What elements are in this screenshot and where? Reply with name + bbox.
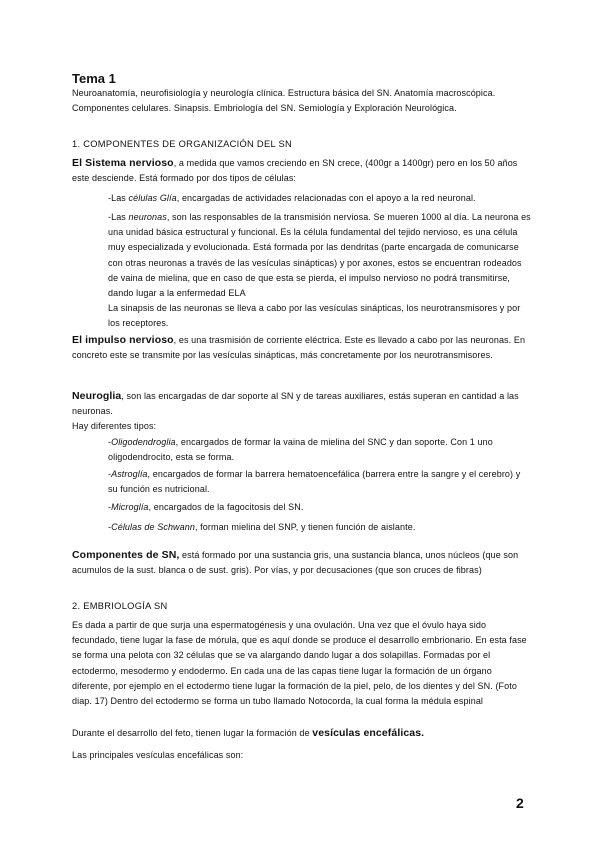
section-heading-embriologia: 2. EMBRIOLOGÍA SN (72, 601, 168, 611)
term-sistema-nervioso: El Sistema nervioso (72, 157, 174, 169)
term-componentes-sn: Componentes de SN, (72, 549, 180, 561)
term-vesiculas-encefalicas: vesículas encefálicas. (312, 727, 425, 739)
neuroglia-intro: Hay diferentes tipos: (72, 421, 157, 431)
topic-subtitle: Neuroanatomía, neurofisiología y neurología clínica. Estructura básica del SN. Anatomía macroscópica. Componentes celulares. Sinapsis. Embriología del SN. Semiología y Exploración Neurológica. (72, 88, 496, 113)
topic-title: Tema 1 (72, 71, 116, 86)
sistema-nervioso-text: , a medida que vamos creciendo en SN crece, (400gr a 1400gr) pero en los 50 años este desciende. Está formado por dos tipos de células: (72, 158, 518, 183)
paragraph-impulso-nervioso: El impulso nervioso, es una trasmisión de corriente eléctrica. Este es llevado a cabo por las neuronas. En concreto este se transmite por las vesículas sinápticas, más concretamente por los neurotransmisores. (72, 334, 526, 360)
paragraph-vesiculas: Durante el desarrollo del feto, tienen lugar la formación de vesículas encefálicas. (72, 727, 425, 739)
page-number: 2 (516, 795, 524, 811)
list-item-schwann: -Células de Schwann, forman mielina del SNP, y tienen función de aislante. (108, 522, 416, 532)
term-celulas-glia: células Glía (128, 193, 177, 203)
list-item-oligodendroglia: -Oligodendroglia, encargados de formar la vaina de mielina del SNC y dan soporte. Con 1 uno oligodendrocito, esta se forma. (108, 437, 493, 462)
term-celulas-schwann: Células de Schwann (111, 522, 195, 532)
list-item-glia: -Las células Glía, encargadas de actividades relacionadas con el apoyo a la red neuronal. (108, 193, 476, 203)
term-oligodendroglia: Oligodendroglia (111, 437, 176, 447)
list-item-neuronas: -Las neuronas, son las responsables de la transmisión nerviosa. Se mueren 1000 al día. La neurona es una unidad básica estructural y funcional. Es la célula fundamental del tejido nervioso, es una célula muy especializada y evolucionada. Está formada por las dendritas (parte encargada de comunicarse con otras neuronas a través de las vesículas sinápticas) y por axones, estos se encuentran rodeados de vaina de mielina, que en caso de que esta se pierda, el impulso nervioso no podrá transmitirse, dando lugar a la enfermedad ELA La sinapsis de las neuronas se lleva a cabo por las vesículas sinápticas, los neurotransmisores y por los receptores. (108, 210, 532, 332)
paragraph-neuroglia: Neuroglia, son las encargadas de dar soporte al SN y de tareas auxiliares, estás superan en cantidad a las neuronas. Hay diferentes tipos: (72, 389, 532, 434)
paragraph-embriologia: Es dada a partir de que surja una espermatogénesis y una ovulación. Una vez que el óvulo haya sido fecundado, tiene lugar la fase de mórula, que es aquí donde se produce el desarrollo embrionario. En esta fase se forma una pelota con 32 células que se va alargando dando lugar a dos solapillas. Formadas por el ectodermo, mesodermo y endodermo. En cada una de las capas tiene lugar la formación de un órgano diferente, por ejemplo en el ectodermo tiene lugar la formación de la piel, pelo, de los dientes y del SN. (Foto diap. 17) Dentro del ectodermo se forma un tubo llamado Notocorda, la cual forma la médula espinal (72, 620, 527, 707)
term-neuroglia: Neuroglia (72, 390, 122, 402)
list-item-astroglia: -Astroglía, encargados de formar la barrera hematoencefálica (barrera entre la sangre y el cerebro) y su función es nutricional. (108, 469, 521, 494)
paragraph-componentes: Componentes de SN, está formado por una sustancia gris, una sustancia blanca, unos núcleos (que son acumulos de la sust. blanca o de sust. gris). Por vías, y por decusaciones (que son cruces de fibras) (72, 549, 519, 575)
paragraph-principales-vesiculas: Las principales vesículas encefálicas son: (72, 750, 244, 760)
section-heading-components: 1. COMPONENTES DE ORGANIZACIÓN DEL SN (72, 139, 292, 149)
paragraph-sistema-nervioso (72, 156, 532, 186)
term-astroglia: Astroglía (111, 469, 148, 479)
term-impulso-nervioso: El impulso nervioso (72, 334, 174, 346)
sinapsis-text: La sinapsis de las neuronas se lleva a cabo por las vesículas sinápticas, los neurotransmisores y por los receptores. (108, 303, 521, 329)
term-microglia: Microglía (111, 502, 149, 512)
term-neuronas: neuronas (128, 212, 167, 222)
list-item-microglia: -Microglía, encargados de la fagocitosis del SN. (108, 502, 304, 512)
